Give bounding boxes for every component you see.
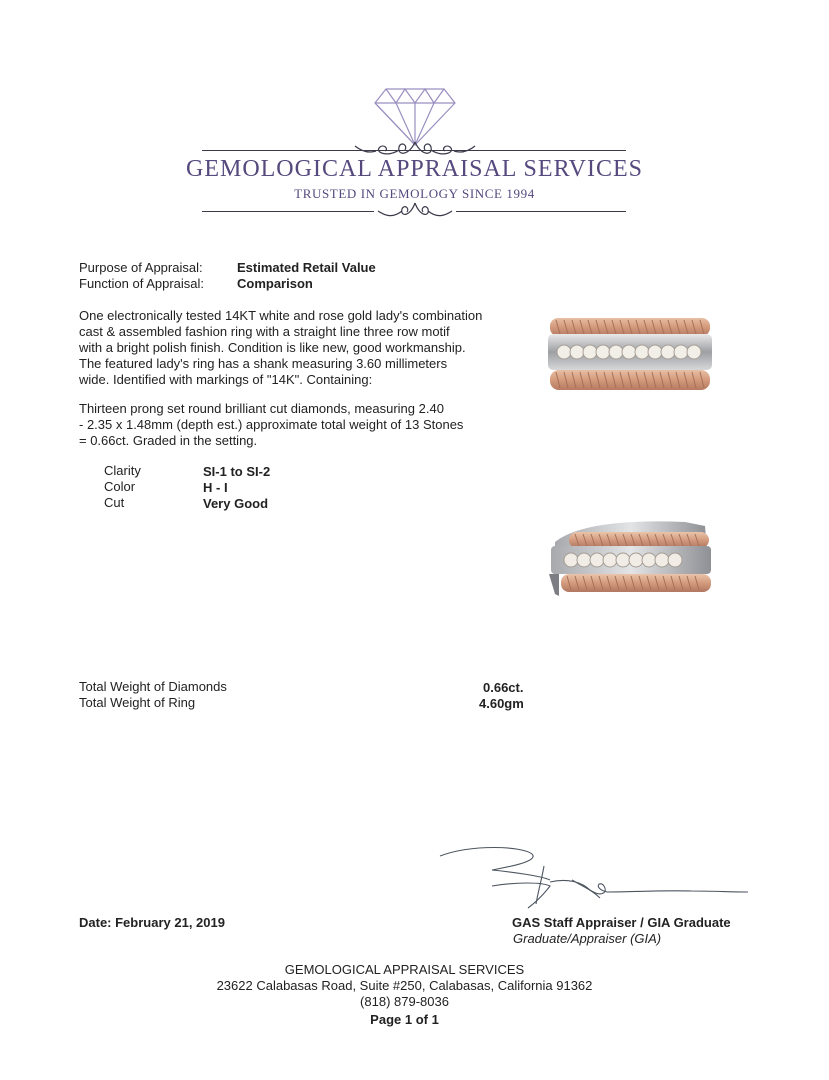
total-ring-label: Total Weight of Ring <box>79 695 196 710</box>
total-diamonds-value: 0.66ct. <box>483 680 524 695</box>
total-diamonds-label: Total Weight of Diamonds <box>79 679 227 694</box>
stones-description: Thirteen prong set round brilliant cut diamonds, measuring 2.40 - 2.35 x 1.48mm (depth est.) approximate total weight of 13 Stones = 0.66ct. Graded in the setting. <box>79 401 464 448</box>
appraiser-title: GAS Staff Appraiser / GIA Graduate <box>512 915 731 930</box>
function-value: Comparison <box>237 276 313 291</box>
appraiser-subtitle: Graduate/Appraiser (GIA) <box>513 931 662 946</box>
purpose-value: Estimated Retail Value <box>237 260 376 275</box>
appraiser-signature <box>432 842 750 912</box>
total-ring-value: 4.60gm <box>479 696 524 711</box>
ring-image-angle <box>545 512 717 604</box>
ring-image-front <box>540 312 720 404</box>
function-label: Function of Appraisal: <box>79 276 205 291</box>
grade-cut-value: Very Good <box>203 496 269 511</box>
appraisal-date: Date: February 21, 2019 <box>79 915 225 930</box>
top-rule <box>202 150 626 151</box>
grade-cut-label: Cut <box>104 495 125 510</box>
grade-color-value: H - I <box>203 480 228 495</box>
grade-clarity-label: Clarity <box>104 463 141 478</box>
company-name-header: GEMOLOGICAL APPRAISAL SERVICES <box>185 156 643 182</box>
footer-phone: (818) 879-8036 <box>360 994 449 1009</box>
grade-color-label: Color <box>104 479 136 494</box>
item-description: One electronically tested 14KT white and rose gold lady's combination cast & assembled fashion ring with a straight line three row motif with a bright polish finish. Condition is like new, good workmanship. The featured lady's ring has a shank measuring 3.60 millimeters wide. Identified with markings of "14K". Containing: <box>79 308 483 387</box>
page-number: Page 1 of 1 <box>370 1012 439 1027</box>
bottom-flourish <box>374 201 456 221</box>
footer-address: 23622 Calabasas Road, Suite #250, Calabasas, California 91362 <box>216 978 593 993</box>
company-tagline: TRUSTED IN GEMOLOGY SINCE 1994 <box>294 186 535 201</box>
grade-clarity-value: SI-1 to SI-2 <box>203 464 271 479</box>
purpose-label: Purpose of Appraisal: <box>79 260 203 275</box>
footer-company: GEMOLOGICAL APPRAISAL SERVICES <box>284 962 525 977</box>
